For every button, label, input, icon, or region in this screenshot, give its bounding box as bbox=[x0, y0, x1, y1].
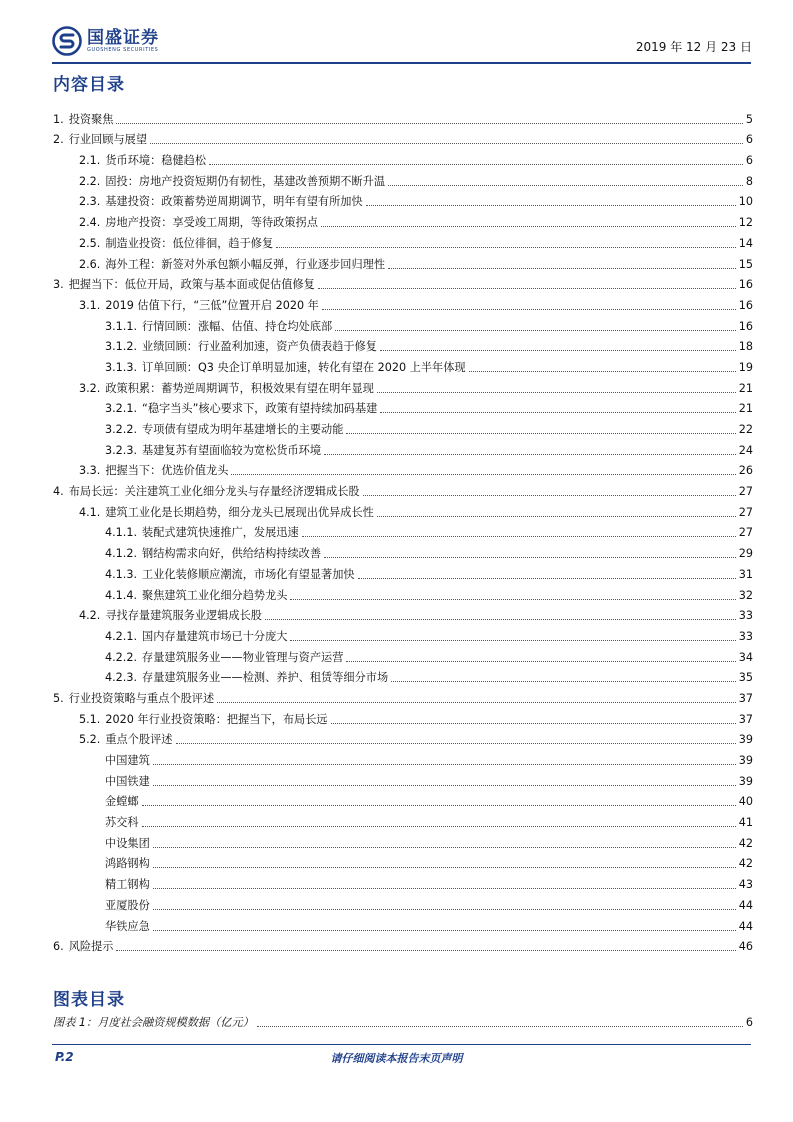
toc-entry-title: “稳字当头”核心要求下，政策有望持续加码基建 bbox=[142, 402, 378, 416]
toc-entry-page: 42 bbox=[738, 836, 753, 850]
toc-entry[interactable] bbox=[53, 644, 753, 665]
toc-entry-page: 6 bbox=[745, 154, 753, 168]
leader-dots bbox=[346, 433, 735, 434]
header-divider bbox=[52, 62, 751, 64]
toc-entry-page: 37 bbox=[738, 712, 753, 726]
toc-entry-title: 把握当下：低位开局，政策与基本面或促估值修复 bbox=[68, 278, 315, 292]
toc-entry-page: 31 bbox=[738, 567, 753, 581]
toc-entry-title: 鸿路钢构 bbox=[105, 857, 150, 871]
toc-entry[interactable] bbox=[53, 913, 753, 934]
toc-entry-number: 4.2. bbox=[79, 609, 101, 623]
toc-entry-number: 4.2.3. bbox=[105, 671, 138, 685]
leader-dots bbox=[217, 702, 736, 703]
toc-entry-page: 42 bbox=[738, 857, 753, 871]
figure-caption: 图表 1：月度社会融资规模数据（亿元） bbox=[53, 1016, 254, 1029]
leader-dots bbox=[391, 681, 736, 682]
toc-entry-title: 亚厦股份 bbox=[105, 898, 150, 912]
leader-dots bbox=[150, 143, 743, 144]
toc-entry[interactable] bbox=[53, 375, 753, 396]
toc-entry-title: 苏交科 bbox=[105, 816, 139, 830]
toc-entry-page: 12 bbox=[738, 216, 753, 230]
toc-entry-number: 2.6. bbox=[79, 257, 101, 271]
toc-entry[interactable] bbox=[53, 789, 753, 810]
toc-entry-number: 3.2.3. bbox=[105, 443, 138, 457]
toc-entry-title: 房地产投资：享受竣工周期，等待政策拐点 bbox=[105, 216, 318, 230]
toc-title: 内容目录 bbox=[53, 75, 125, 95]
toc-entry-number: 2.2. bbox=[79, 174, 101, 188]
toc-entry-page: 27 bbox=[738, 526, 753, 540]
leader-dots bbox=[380, 350, 736, 351]
toc-entry-number: 2.3. bbox=[79, 195, 101, 209]
figures-title: 图表目录 bbox=[53, 990, 125, 1010]
toc-entry-title: 订单回顾：Q3 央企订单明显加速，转化有望在 2020 上半年体现 bbox=[142, 360, 466, 374]
toc-entry[interactable] bbox=[53, 313, 753, 334]
leader-dots bbox=[290, 599, 735, 600]
toc-entry[interactable] bbox=[53, 292, 753, 313]
toc-entry-title: 行情回顾：涨幅、估值、持仓均处底部 bbox=[142, 319, 333, 333]
toc-entry-number: 4.1. bbox=[79, 505, 101, 519]
leader-dots bbox=[388, 268, 736, 269]
toc-entry[interactable] bbox=[53, 892, 753, 913]
toc-entry[interactable] bbox=[53, 499, 753, 520]
leader-dots bbox=[377, 516, 736, 517]
toc-entry[interactable] bbox=[53, 934, 753, 955]
toc-entry[interactable] bbox=[53, 354, 753, 375]
toc-entry-page: 22 bbox=[738, 423, 753, 436]
toc-entry[interactable] bbox=[53, 871, 753, 892]
toc-entry[interactable] bbox=[53, 437, 753, 458]
toc-entry-title: 寻找存量建筑服务业逻辑成长股 bbox=[105, 609, 262, 623]
toc-entry[interactable] bbox=[53, 561, 753, 582]
toc-entry[interactable] bbox=[53, 396, 753, 417]
toc-entry[interactable] bbox=[53, 685, 753, 706]
toc-entry-number: 1. bbox=[53, 112, 64, 126]
toc-entry-title: 政策积累：蓄势逆周期调节，积极效果有望在明年显现 bbox=[105, 381, 374, 395]
toc-entry-page: 21 bbox=[738, 402, 753, 416]
toc-entry[interactable] bbox=[53, 727, 753, 748]
footer-divider bbox=[52, 1044, 751, 1045]
toc-entry-title: 制造业投资：低位徘徊，趋于修复 bbox=[105, 236, 274, 250]
toc-entry-page: 35 bbox=[738, 671, 753, 685]
toc-entry[interactable] bbox=[53, 230, 753, 251]
toc-entry[interactable] bbox=[53, 478, 753, 499]
toc-entry-title: 投资聚焦 bbox=[68, 112, 114, 126]
disclaimer-note: 请仔细阅读本报告末页声明 bbox=[330, 1052, 463, 1065]
toc-entry-page: 33 bbox=[738, 629, 753, 643]
toc-entry-title: 重点个股评述 bbox=[105, 733, 173, 747]
toc-entry-number: 3.3. bbox=[79, 464, 101, 478]
toc-entry-number: 4.1.2. bbox=[105, 547, 138, 561]
toc-entry[interactable] bbox=[53, 189, 753, 210]
leader-dots bbox=[366, 205, 736, 206]
toc-entry[interactable] bbox=[53, 706, 753, 727]
toc-entry[interactable] bbox=[53, 147, 753, 168]
toc-entry-number: 4.1.1. bbox=[105, 526, 138, 540]
toc-entry-title: 业绩回顾：行业盈利加速，资产负债表趋于修复 bbox=[142, 340, 377, 354]
toc-entry[interactable] bbox=[53, 623, 753, 644]
toc-entry-title: 存量建筑服务业——物业管理与资产运营 bbox=[142, 650, 344, 664]
toc-entry-page: 39 bbox=[738, 754, 753, 767]
toc-entry-number: 4.2.2. bbox=[105, 650, 138, 664]
toc-entry-title: 华铁应急 bbox=[105, 919, 150, 933]
leader-dots bbox=[176, 743, 736, 744]
leader-dots bbox=[290, 640, 735, 641]
leader-dots bbox=[153, 785, 736, 786]
toc-entry-number: 5.2. bbox=[79, 733, 101, 747]
brand-name: 国盛证券 bbox=[87, 27, 159, 48]
toc-entry-page: 21 bbox=[738, 381, 753, 395]
toc-entry[interactable] bbox=[53, 168, 753, 189]
toc-entry[interactable] bbox=[53, 768, 753, 789]
toc-entry[interactable] bbox=[53, 603, 753, 624]
leader-dots bbox=[377, 392, 736, 393]
toc-entry[interactable] bbox=[53, 747, 753, 768]
toc-entry-page: 10 bbox=[738, 195, 753, 209]
toc-entry-number: 3.2. bbox=[79, 381, 101, 395]
toc-entry-title: 行业投资策略与重点个股评述 bbox=[68, 691, 215, 705]
logo bbox=[52, 26, 159, 56]
toc-entry-title: 2020 年行业投资策略：把握当下，布局长远 bbox=[105, 712, 328, 726]
figure-page: 6 bbox=[745, 1016, 753, 1029]
toc-entry-title: 中设集团 bbox=[105, 836, 150, 850]
leader-dots bbox=[324, 557, 736, 558]
leader-dots bbox=[331, 723, 736, 724]
leader-dots bbox=[380, 412, 735, 413]
toc-entry[interactable] bbox=[53, 520, 753, 541]
toc-entry-number: 3.1. bbox=[79, 298, 101, 312]
toc-entry-number: 3.2.2. bbox=[105, 423, 138, 436]
toc-entry-page: 8 bbox=[745, 174, 753, 188]
leader-dots bbox=[321, 226, 736, 227]
toc-entry-page: 15 bbox=[738, 257, 753, 271]
leader-dots bbox=[142, 805, 736, 806]
toc-entry-title: 精工钢构 bbox=[105, 878, 150, 892]
leader-dots bbox=[153, 847, 736, 848]
leader-dots bbox=[363, 495, 736, 496]
brand-name-en: GUOSHENG SECURITIES bbox=[87, 46, 159, 53]
toc-entry[interactable] bbox=[53, 272, 753, 293]
leader-dots bbox=[265, 619, 736, 620]
toc-entry-title: 中国铁建 bbox=[105, 774, 150, 788]
leader-dots bbox=[257, 1026, 743, 1027]
toc-entry-page: 32 bbox=[738, 588, 753, 602]
toc-entry-number: 2. bbox=[53, 133, 64, 147]
leader-dots bbox=[153, 930, 736, 931]
leader-dots bbox=[231, 474, 735, 475]
toc-entry-number: 4.1.4. bbox=[105, 588, 138, 602]
toc-entry-number: 6. bbox=[53, 940, 64, 954]
leader-dots bbox=[388, 185, 743, 186]
toc-entry-number: 3.2.1. bbox=[105, 402, 138, 416]
toc-entry-number: 5.1. bbox=[79, 712, 101, 726]
toc-entry-title: 海外工程：新签对外承包额小幅反弹，行业逐步回归理性 bbox=[105, 257, 386, 271]
leader-dots bbox=[153, 909, 736, 910]
toc-entry-title: 钢结构需求向好，供给结构持续改善 bbox=[142, 547, 322, 561]
toc-entry[interactable] bbox=[53, 334, 753, 355]
toc-entry-page: 34 bbox=[738, 650, 753, 664]
toc-entry[interactable] bbox=[53, 458, 753, 479]
toc-entry-page: 18 bbox=[738, 340, 753, 354]
toc-entry[interactable] bbox=[53, 809, 753, 830]
toc-entry-title: 金螳螂 bbox=[105, 795, 139, 809]
toc-entry-page: 5 bbox=[745, 112, 753, 126]
toc-entry-title: 固投：房地产投资短期仍有韧性，基建改善预期不断升温 bbox=[105, 174, 386, 188]
toc-entry[interactable] bbox=[53, 416, 753, 437]
toc-entry-number: 2.4. bbox=[79, 216, 101, 230]
figure-entry[interactable] bbox=[53, 1016, 753, 1030]
toc-entry-page: 40 bbox=[738, 795, 753, 809]
leader-dots bbox=[142, 826, 736, 827]
leader-dots bbox=[335, 330, 736, 331]
toc-entry-page: 37 bbox=[738, 691, 753, 705]
toc-entry[interactable] bbox=[53, 582, 753, 603]
toc-entry-title: 专项债有望成为明年基建增长的主要动能 bbox=[142, 423, 344, 436]
toc-entry-number: 4.1.3. bbox=[105, 567, 138, 581]
toc-entry-title: 装配式建筑快速推广，发展迅速 bbox=[142, 526, 299, 540]
toc-entry-page: 24 bbox=[738, 443, 753, 457]
toc-entry-title: 布局长远：关注建筑工业化细分龙头与存量经济逻辑成长股 bbox=[68, 485, 360, 499]
toc-entry-title: 行业回顾与展望 bbox=[68, 133, 148, 147]
toc-entry-title: 建筑工业化是长期趋势，细分龙头已展现出优异成长性 bbox=[105, 505, 374, 519]
toc-entry-page: 16 bbox=[738, 278, 753, 292]
toc-entry-page: 27 bbox=[738, 505, 753, 519]
toc-entry-page: 6 bbox=[745, 133, 753, 147]
leader-dots bbox=[322, 309, 736, 310]
toc-entry-page: 43 bbox=[738, 878, 753, 892]
toc-entry-title: 风险提示 bbox=[68, 940, 114, 954]
toc-entry-number: 3. bbox=[53, 278, 64, 292]
toc-entry-page: 44 bbox=[738, 919, 753, 933]
toc-entry-number: 3.1.1. bbox=[105, 319, 138, 333]
toc-entry-title: 基建投资：政策蓄势逆周期调节，明年有望有所加快 bbox=[105, 195, 363, 209]
toc-entry[interactable] bbox=[53, 127, 753, 148]
toc-entry-title: 基建复苏有望面临较为宽松货币环境 bbox=[142, 443, 322, 457]
toc-entry[interactable] bbox=[53, 665, 753, 686]
toc-entry-title: 2019 估值下行，“三低”位置开启 2020 年 bbox=[105, 298, 319, 312]
toc-entry[interactable] bbox=[53, 540, 753, 561]
leader-dots bbox=[116, 123, 742, 124]
toc-entry-number: 3.1.2. bbox=[105, 340, 138, 354]
toc-entry-title: 国内存量建筑市场已十分庞大 bbox=[142, 629, 288, 643]
toc-entry-page: 46 bbox=[738, 940, 753, 954]
toc-entry-number: 5. bbox=[53, 691, 64, 705]
leader-dots bbox=[153, 888, 736, 889]
guosheng-logo-icon bbox=[52, 26, 82, 56]
leader-dots bbox=[209, 164, 743, 165]
toc-entry[interactable] bbox=[53, 251, 753, 272]
toc-entry-page: 33 bbox=[738, 609, 753, 623]
toc-entry-number: 2.1. bbox=[79, 154, 101, 168]
toc-entry-title: 中国建筑 bbox=[105, 754, 150, 767]
toc-entry-number: 4. bbox=[53, 485, 64, 499]
toc-entry-page: 39 bbox=[738, 733, 753, 747]
toc-entry-page: 41 bbox=[738, 816, 753, 830]
report-date: 2019 年 12 月 23 日 bbox=[635, 40, 752, 54]
leader-dots bbox=[358, 578, 736, 579]
toc-entry-page: 26 bbox=[738, 464, 753, 478]
toc-entry[interactable] bbox=[53, 209, 753, 230]
toc-entry-number: 4.2.1. bbox=[105, 629, 138, 643]
toc-entry-title: 存量建筑服务业——检测、养护、租赁等细分市场 bbox=[142, 671, 389, 685]
toc-entry-title: 货币环境：稳健趋松 bbox=[105, 154, 207, 168]
toc-entry-page: 14 bbox=[738, 236, 753, 250]
leader-dots bbox=[346, 661, 735, 662]
leader-dots bbox=[318, 288, 736, 289]
toc-entry-page: 16 bbox=[738, 298, 753, 312]
toc-entry-page: 16 bbox=[738, 319, 753, 333]
page-header bbox=[52, 24, 752, 60]
toc-entry[interactable] bbox=[53, 851, 753, 872]
leader-dots bbox=[302, 536, 736, 537]
leader-dots bbox=[324, 454, 736, 455]
leader-dots bbox=[469, 371, 736, 372]
page-number: P.2 bbox=[55, 1050, 74, 1064]
toc-entry-title: 工业化装修顺应潮流，市场化有望显著加快 bbox=[142, 567, 355, 581]
toc-entry-page: 19 bbox=[738, 360, 753, 374]
toc-entry-title: 把握当下：优选价值龙头 bbox=[105, 464, 229, 478]
toc-entry-page: 44 bbox=[738, 898, 753, 912]
leader-dots bbox=[153, 764, 736, 765]
leader-dots bbox=[116, 950, 735, 951]
toc-entry-number: 2.5. bbox=[79, 236, 101, 250]
toc-entry-page: 39 bbox=[738, 774, 753, 788]
toc-entry[interactable] bbox=[53, 830, 753, 851]
table-of-contents bbox=[53, 106, 753, 954]
toc-entry-page: 27 bbox=[738, 485, 753, 499]
leader-dots bbox=[153, 867, 736, 868]
toc-entry-number: 3.1.3. bbox=[105, 360, 138, 374]
toc-entry[interactable] bbox=[53, 106, 753, 127]
toc-entry-page: 29 bbox=[738, 547, 753, 561]
leader-dots bbox=[276, 247, 736, 248]
toc-entry-title: 聚焦建筑工业化细分趋势龙头 bbox=[142, 588, 288, 602]
